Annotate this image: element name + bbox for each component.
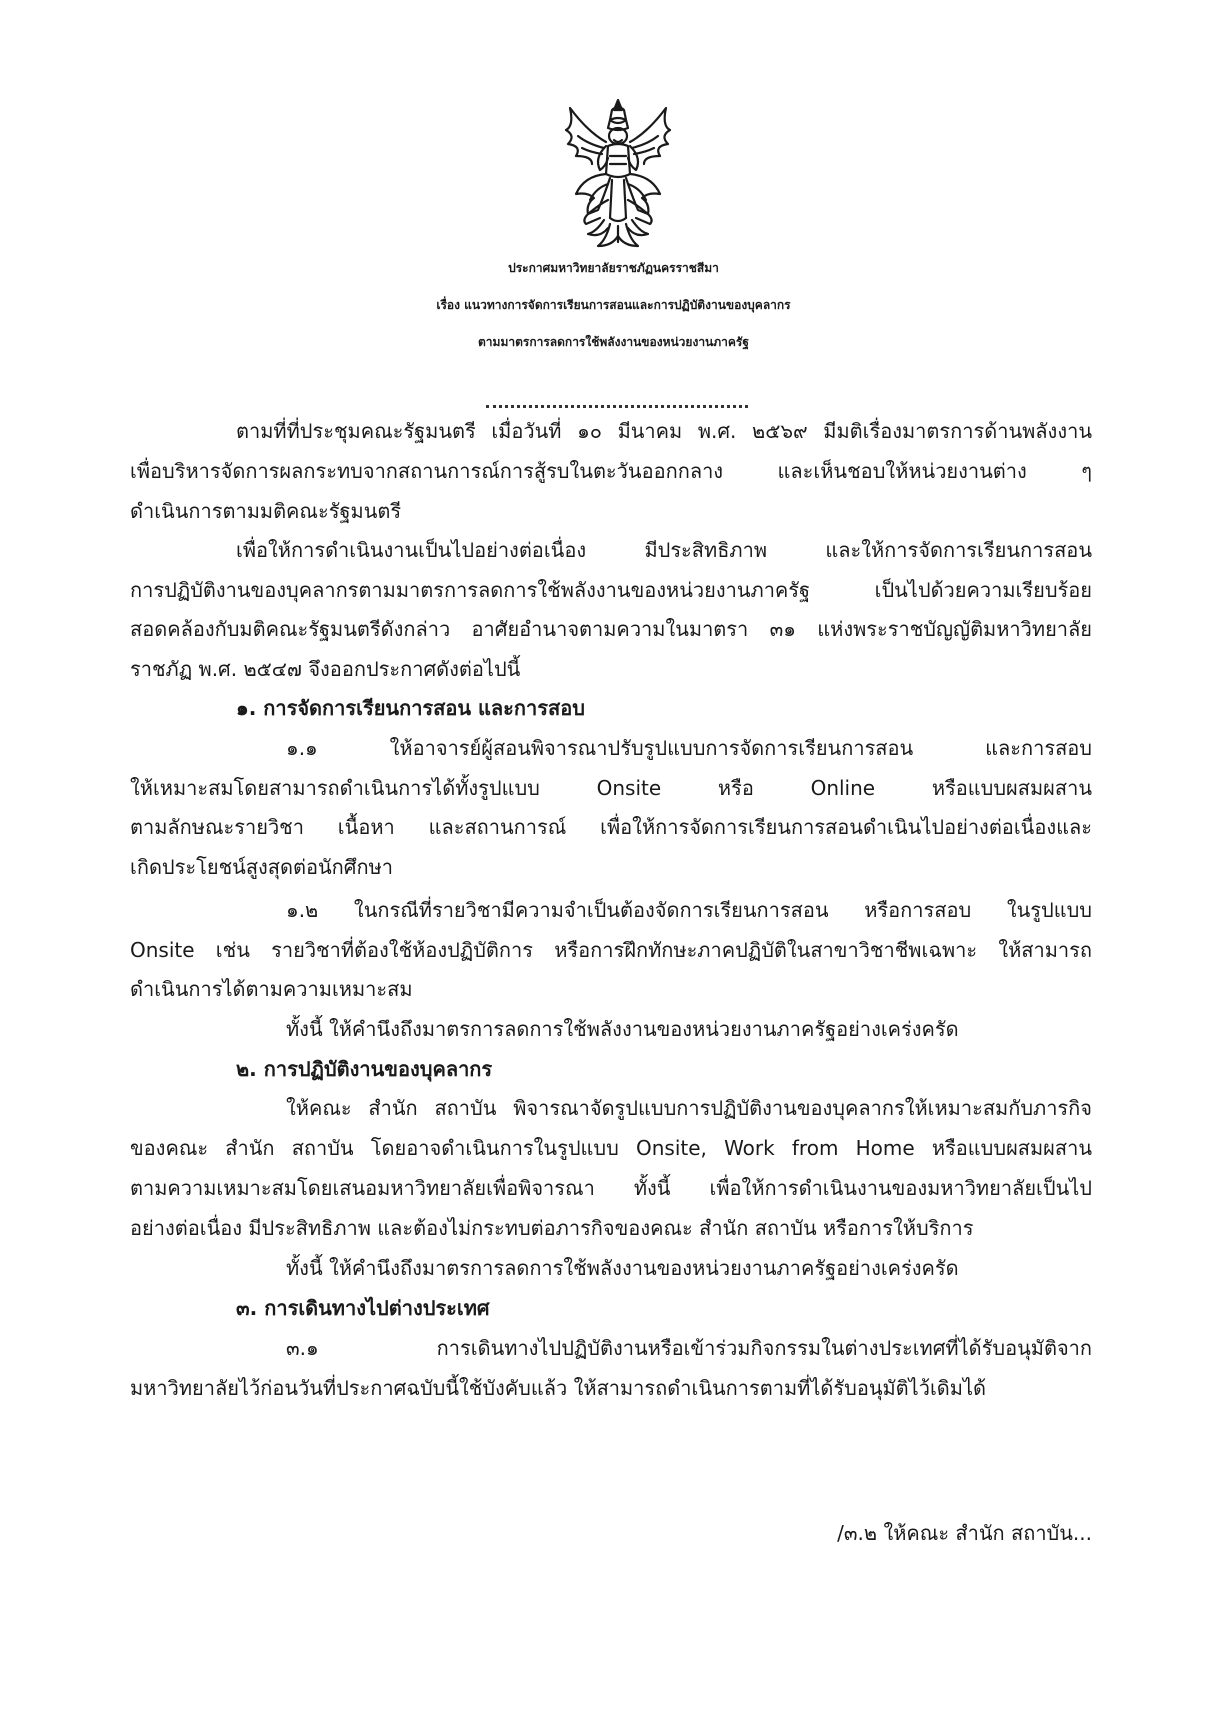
document-subject: เรื่อง แนวทางการจัดการเรียนการสอนและการปฏิบัติงานของบุคลากร [436, 298, 791, 312]
page-continuation: /๓.๒ ให้คณะ สำนัก สถาบัน... [837, 1521, 1092, 1545]
paragraph-2-line-3: สอดคล้องกับมติคณะรัฐมนตรีดังกล่าว อาศัยอำนาจตามความในมาตรา ๓๑ แห่งพระราชบัญญัติมหาวิทยาลัย [130, 617, 1092, 641]
section-1-heading: ๑. การจัดการเรียนการสอน และการสอบ [236, 696, 585, 720]
paragraph-2-line-1: เพื่อให้การดำเนินงานเป็นไปอย่างต่อเนื่อง มีประสิทธิภาพ และให้การจัดการเรียนการสอน [236, 538, 1092, 562]
section-1-note: ทั้งนี้ ให้คำนึงถึงมาตรการลดการใช้พลังงานของหน่วยงานภาครัฐอย่างเคร่งครัด [286, 1017, 959, 1041]
section-1-2-line-3: ดำเนินการได้ตามความเหมาะสม [130, 977, 413, 1001]
section-1-2-line-1: ๑.๒ ในกรณีที่รายวิชามีความจำเป็นต้องจัดการเรียนการสอน หรือการสอบ ในรูปแบบ [286, 898, 1092, 922]
section-2-line-3: ตามความเหมาะสมโดยเสนอมหาวิทยาลัยเพื่อพิจารณา ทั้งนี้ เพื่อให้การดำเนินงานของมหาวิทยาลัยเป็นไป [130, 1176, 1092, 1200]
section-3-1-line-2: มหาวิทยาลัยไว้ก่อนวันที่ประกาศฉบับนี้ใช้บังคับแล้ว ให้สามารถดำเนินการตามที่ได้รับอนุมัติไว้เดิมได้ [130, 1376, 987, 1400]
section-2-note: ทั้งนี้ ให้คำนึงถึงมาตรการลดการใช้พลังงานของหน่วยงานภาครัฐอย่างเคร่งครัด [286, 1256, 959, 1280]
paragraph-1-line-2: เพื่อบริหารจัดการผลกระทบจากสถานการณ์การสู้รบในตะวันออกกลาง และเห็นชอบให้หน่วยงานต่าง ๆ [130, 459, 1092, 483]
section-2-line-4: อย่างต่อเนื่อง มีประสิทธิภาพ และต้องไม่กระทบต่อภารกิจของคณะ สำนัก สถาบัน หรือการให้บริการ [130, 1216, 974, 1240]
section-2-heading: ๒. การปฏิบัติงานของบุคลากร [236, 1057, 493, 1081]
paragraph-2-line-2: การปฏิบัติงานของบุคลากรตามมาตรการลดการใช้พลังงานของหน่วยงานภาครัฐ เป็นไปด้วยความเรียบร้อย [130, 578, 1092, 602]
section-1-1-line-1: ๑.๑ ให้อาจารย์ผู้สอนพิจารณาปรับรูปแบบการจัดการเรียนการสอน และการสอบ [286, 736, 1092, 760]
paragraph-1-line-1: ตามที่ที่ประชุมคณะรัฐมนตรี เมื่อวันที่ ๑๐ มีนาคม พ.ศ. ๒๕๖๙ มีมติเรื่องมาตรการด้านพลังงาน [236, 419, 1092, 443]
document-subtitle: ตามมาตรการลดการใช้พลังงานของหน่วยงานภาครัฐ [478, 335, 749, 349]
garuda-emblem-icon [548, 96, 688, 256]
section-1-1-line-3: ตามลักษณะรายวิชา เนื้อหา และสถานการณ์ เพื่อให้การจัดการเรียนการสอนดำเนินไปอย่างต่อเนื่องและ [130, 815, 1092, 839]
section-3-heading: ๓. การเดินทางไปต่างประเทศ [236, 1296, 490, 1320]
title-divider [486, 405, 748, 408]
document-title: ประกาศมหาวิทยาลัยราชภัฏนครราชสีมา [508, 261, 719, 275]
section-3-1-line-1: ๓.๑ การเดินทางไปปฏิบัติงานหรือเข้าร่วมกิจกรรมในต่างประเทศที่ได้รับอนุมัติจาก [286, 1336, 1092, 1360]
section-1-1-line-4: เกิดประโยชน์สูงสุดต่อนักศึกษา [130, 855, 393, 879]
paragraph-2-line-4: ราชภัฏ พ.ศ. ๒๕๔๗ จึงออกประกาศดังต่อไปนี้ [130, 657, 521, 681]
section-1-1-line-2: ให้เหมาะสมโดยสามารถดำเนินการได้ทั้งรูปแบบ Onsite หรือ Online หรือแบบผสมผสาน [130, 776, 1092, 800]
section-1-2-line-2: Onsite เช่น รายวิชาที่ต้องใช้ห้องปฏิบัติการ หรือการฝึกทักษะภาคปฏิบัติในสาขาวิชาชีพเฉพาะ ให้สามารถ [130, 938, 1092, 962]
section-2-line-2: ของคณะ สำนัก สถาบัน โดยอาจดำเนินการในรูปแบบ Onsite, Work from Home หรือแบบผสมผสาน [130, 1136, 1092, 1160]
paragraph-1-line-3: ดำเนินการตามมติคณะรัฐมนตรี [130, 499, 402, 523]
section-2-line-1: ให้คณะ สำนัก สถาบัน พิจารณาจัดรูปแบบการปฏิบัติงานของบุคลากรให้เหมาะสมกับภารกิจ [286, 1096, 1092, 1120]
